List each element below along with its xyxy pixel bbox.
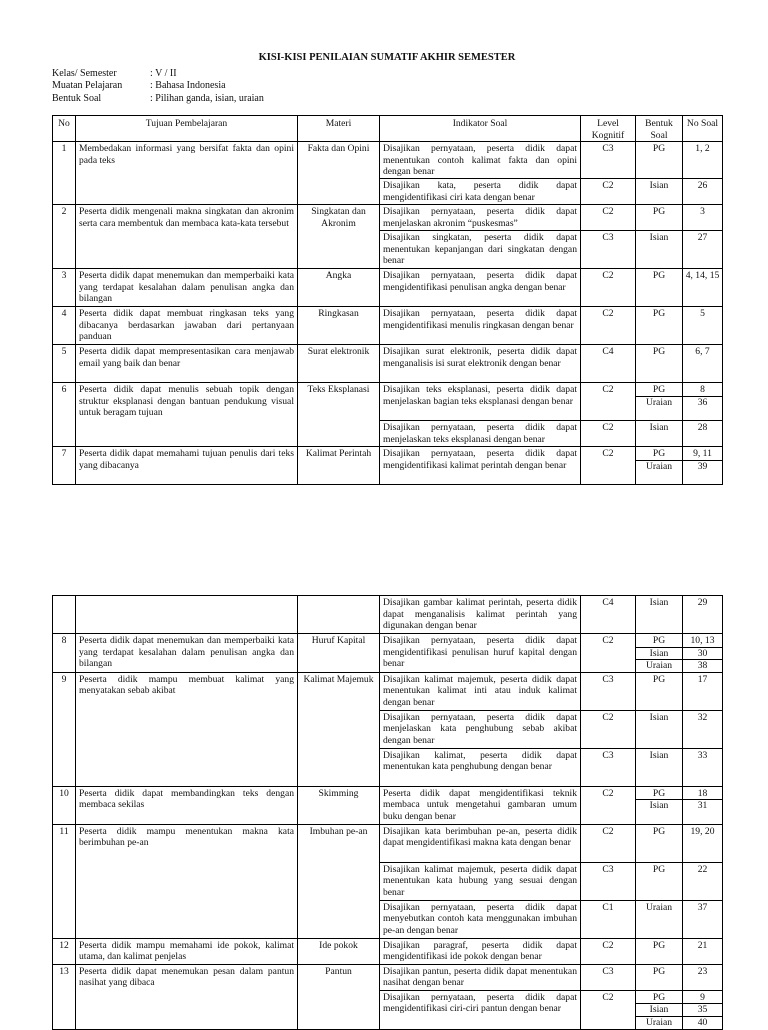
- header-bentuk: Bentuk Soal: [636, 116, 683, 142]
- level-cell: C3: [581, 672, 636, 710]
- nosoal-cell: [683, 672, 723, 710]
- bentuk-cell: [636, 306, 683, 344]
- nosoal-cell-item: 33: [697, 749, 708, 761]
- indikator-cell: Disajikan pernyataan, peserta didik dapat mengidentifikasi kalimat perintah dengan benar: [380, 446, 581, 484]
- bentuk-cell: [636, 786, 683, 824]
- bentuk-cell-item: PG: [652, 787, 666, 799]
- indikator-cell: Disajikan pernyataan, peserta didik dapat menjelaskan teks eksplanasi dengan benar: [380, 420, 581, 446]
- materi-cell: Surat elektronik: [298, 344, 380, 382]
- meta-label: Kelas/ Semester: [52, 68, 117, 79]
- row-number: 4: [53, 306, 76, 344]
- kisi-table-page-1: [52, 115, 723, 485]
- level-cell: C2: [581, 204, 636, 230]
- materi-cell: Imbuhan pe-an: [298, 824, 380, 938]
- table-row: [53, 344, 723, 382]
- nosoal-cell-item: 6, 7: [695, 345, 710, 357]
- nosoal-cell-item: 19, 20: [690, 825, 715, 837]
- bentuk-cell: [636, 938, 683, 964]
- bentuk-cell-item: PG: [652, 635, 666, 646]
- indikator-cell: Disajikan kalimat majemuk, peserta didik dapat menentukan kalimat inti atau induk kalimat dengan benar: [380, 672, 581, 710]
- header-indikator: Indikator Soal: [380, 116, 581, 142]
- bentuk-cell-item: Isian: [649, 749, 669, 761]
- nosoal-cell: [683, 786, 723, 824]
- table-row: [53, 446, 723, 484]
- bentuk-cell-item: Isian: [636, 1003, 682, 1016]
- nosoal-cell-item: 18: [697, 787, 708, 799]
- table-row: [53, 382, 723, 420]
- bentuk-cell-item: PG: [652, 939, 666, 951]
- nosoal-cell: [683, 142, 723, 179]
- nosoal-cell-item: 38: [683, 659, 722, 672]
- tujuan-cell: Peserta didik mampu membuat kalimat yang menyatakan sebab akibat: [76, 672, 298, 786]
- row-number: 8: [53, 634, 76, 673]
- level-cell: C2: [581, 382, 636, 420]
- bentuk-cell: [636, 862, 683, 900]
- bentuk-cell: [636, 268, 683, 306]
- materi-cell: Kalimat Majemuk: [298, 672, 380, 786]
- nosoal-cell-item: 29: [697, 597, 708, 608]
- indikator-cell: Disajikan pantun, peserta didik dapat menentukan nasihat dengan benar: [380, 964, 581, 990]
- nosoal-cell-item: 1, 2: [695, 143, 710, 155]
- bentuk-cell-item: PG: [652, 863, 666, 875]
- bentuk-cell: [636, 230, 683, 268]
- nosoal-cell-item: 22: [697, 863, 708, 875]
- indikator-cell: Disajikan paragraf, peserta didik dapat mengidentifikasi ide pokok dengan benar: [380, 938, 581, 964]
- bentuk-cell-item: PG: [652, 447, 666, 459]
- bentuk-cell-item: Isian: [649, 597, 669, 608]
- nosoal-cell: [683, 824, 723, 862]
- nosoal-cell: [683, 748, 723, 786]
- indikator-cell: Disajikan pernyataan, peserta didik dapat menjelaskan akronim “puskesmas”: [380, 204, 581, 230]
- table-row: [53, 824, 723, 862]
- bentuk-cell-item: Isian: [636, 799, 682, 812]
- indikator-cell: Disajikan pernyataan, peserta didik dapat mengidentifikasi ciri-ciri pantun dengan benar: [380, 990, 581, 1029]
- materi-cell: Huruf Kapital: [298, 634, 380, 673]
- tujuan-cell: Membedakan informasi yang bersifat fakta dan opini pada teks: [76, 142, 298, 205]
- tujuan-cell: Peserta didik dapat menemukan dan memperbaiki kata yang terdapat kesalahan dalam penulisan angka dan bilangan: [76, 268, 298, 306]
- nosoal-cell-item: 8: [700, 383, 705, 395]
- nosoal-cell-item: 5: [700, 307, 705, 319]
- nosoal-cell-item: 10, 13: [690, 635, 715, 646]
- bentuk-cell: [636, 446, 683, 484]
- bentuk-cell: [636, 900, 683, 938]
- table-row: [53, 204, 723, 230]
- level-cell: C2: [581, 178, 636, 204]
- bentuk-cell: [636, 344, 683, 382]
- bentuk-cell: [636, 204, 683, 230]
- bentuk-cell-item: Isian: [649, 421, 669, 433]
- bentuk-cell-item: PG: [652, 205, 666, 217]
- bentuk-cell: [636, 748, 683, 786]
- nosoal-cell: [683, 900, 723, 938]
- row-number: 2: [53, 204, 76, 268]
- indikator-cell: Disajikan gambar kalimat perintah, peserta didik dapat menganalisis kalimat perintah yang digunakan dengan benar: [380, 596, 581, 634]
- nosoal-cell: [683, 596, 723, 634]
- row-number: 3: [53, 268, 76, 306]
- bentuk-cell-item: PG: [652, 143, 666, 155]
- nosoal-cell: [683, 230, 723, 268]
- bentuk-cell: [636, 596, 683, 634]
- table-row: [53, 268, 723, 306]
- nosoal-cell: [683, 964, 723, 990]
- nosoal-cell: [683, 938, 723, 964]
- level-cell: C2: [581, 990, 636, 1029]
- meta-label: Muatan Pelajaran: [52, 80, 123, 92]
- bentuk-cell-item: Uraian: [636, 460, 682, 473]
- level-cell: C3: [581, 964, 636, 990]
- row-number: 9: [53, 672, 76, 786]
- bentuk-cell-item: Uraian: [636, 659, 682, 672]
- bentuk-cell-item: PG: [652, 991, 666, 1003]
- nosoal-cell-item: 21: [697, 939, 708, 951]
- nosoal-cell: [683, 178, 723, 204]
- header-materi: Materi: [298, 116, 380, 142]
- kisi-table-page-2: [52, 595, 723, 1030]
- indikator-cell: Disajikan pernyataan, peserta didik dapat mengidentifikasi penulisan angka dengan benar: [380, 268, 581, 306]
- level-cell: C2: [581, 306, 636, 344]
- nosoal-cell: [683, 268, 723, 306]
- bentuk-cell: [636, 990, 683, 1029]
- nosoal-cell: [683, 420, 723, 446]
- nosoal-cell: [683, 382, 723, 420]
- nosoal-cell-item: 32: [697, 711, 708, 723]
- bentuk-cell: [636, 420, 683, 446]
- row-number: 11: [53, 824, 76, 938]
- indikator-cell: Disajikan pernyataan, peserta didik dapat menentukan contoh kalimat fakta dan opini dengan benar: [380, 142, 581, 179]
- level-cell: C4: [581, 596, 636, 634]
- level-cell: C2: [581, 268, 636, 306]
- bentuk-cell: [636, 178, 683, 204]
- table-row: [53, 596, 723, 634]
- bentuk-cell-item: PG: [652, 673, 666, 685]
- nosoal-cell-item: 35: [683, 1003, 722, 1016]
- nosoal-cell-item: 26: [697, 179, 708, 191]
- materi-cell: [298, 596, 380, 634]
- bentuk-cell-item: Uraian: [636, 1016, 682, 1029]
- row-number: 12: [53, 938, 76, 964]
- bentuk-cell-item: PG: [652, 269, 666, 281]
- indikator-cell: Disajikan kalimat majemuk, peserta didik dapat menentukan kata hubung yang sesuai dengan benar: [380, 862, 581, 900]
- row-number: 5: [53, 344, 76, 382]
- table-row: [53, 964, 723, 990]
- nosoal-cell: [683, 710, 723, 748]
- indikator-cell: Peserta didik dapat mengidentifikasi teknik membaca untuk mengetahui gambaran umum buku dengan benar: [380, 786, 581, 824]
- tujuan-cell: Peserta didik mengenali makna singkatan dan akronim serta cara membentuk dan membaca kata-kata tersebut: [76, 204, 298, 268]
- nosoal-cell-item: 39: [683, 460, 722, 473]
- nosoal-cell: [683, 344, 723, 382]
- meta-value: : V / II: [150, 68, 177, 79]
- bentuk-cell-item: Uraian: [636, 396, 682, 409]
- table-body: [53, 596, 723, 1030]
- meta-label: Bentuk Soal: [52, 92, 102, 104]
- meta-value: : Pilihan ganda, isian, uraian: [150, 92, 264, 104]
- bentuk-cell-item: Isian: [649, 179, 669, 191]
- level-cell: C3: [581, 748, 636, 786]
- meta-bentuk: [52, 93, 722, 105]
- row-number: [53, 596, 76, 634]
- document-title: KISI-KISI PENILAIAN SUMATIF AKHIR SEMESTER: [258, 52, 516, 63]
- header-tujuan: Tujuan Pembelajaran: [76, 116, 298, 142]
- nosoal-cell-item: 28: [697, 421, 708, 433]
- indikator-cell: Disajikan pernyataan, peserta didik dapat menjelaskan kata penghubung sebab akibat dengan benar: [380, 710, 581, 748]
- indikator-cell: Disajikan singkatan, peserta didik dapat menentukan kepanjangan dari singkatan dengan benar: [380, 230, 581, 268]
- level-cell: C2: [581, 446, 636, 484]
- nosoal-cell-item: 40: [683, 1016, 722, 1029]
- meta-muatan: [52, 80, 722, 92]
- meta-kelas: [52, 68, 722, 80]
- bentuk-cell-item: Isian: [636, 647, 682, 660]
- nosoal-cell-item: 17: [697, 673, 708, 685]
- table-body: [53, 142, 723, 485]
- level-cell: C2: [581, 420, 636, 446]
- row-number: 7: [53, 446, 76, 484]
- materi-cell: Skimming: [298, 786, 380, 824]
- level-cell: C3: [581, 142, 636, 179]
- nosoal-cell: [683, 446, 723, 484]
- row-number: 13: [53, 964, 76, 1029]
- materi-cell: Ide pokok: [298, 938, 380, 964]
- indikator-cell: Disajikan kata, peserta didik dapat mengidentifikasi ciri kata dengan benar: [380, 178, 581, 204]
- table-row: [53, 786, 723, 824]
- nosoal-cell-item: 37: [697, 901, 708, 913]
- bentuk-cell: [636, 964, 683, 990]
- level-cell: C2: [581, 786, 636, 824]
- bentuk-cell: [636, 142, 683, 179]
- indikator-cell: Disajikan teks eksplanasi, peserta didik dapat menjelaskan bagian teks eksplanasi dengan benar: [380, 382, 581, 420]
- materi-cell: Singkatan dan Akronim: [298, 204, 380, 268]
- bentuk-cell-item: Isian: [649, 711, 669, 723]
- level-cell: C2: [581, 938, 636, 964]
- tujuan-cell: Peserta didik dapat mempresentasikan cara menjawab email yang baik dan benar: [76, 344, 298, 382]
- document-header: [52, 52, 722, 105]
- materi-cell: Kalimat Perintah: [298, 446, 380, 484]
- nosoal-cell-item: 9: [700, 991, 705, 1003]
- nosoal-cell-item: 36: [683, 396, 722, 409]
- tujuan-cell: Peserta didik mampu memahami ide pokok, kalimat utama, dan kalimat penjelas: [76, 938, 298, 964]
- indikator-cell: Disajikan kata berimbuhan pe-an, peserta didik dapat mengidentifikasi makna kata dengan benar: [380, 824, 581, 862]
- level-cell: C1: [581, 900, 636, 938]
- row-number: 6: [53, 382, 76, 446]
- nosoal-cell-item: 30: [683, 647, 722, 660]
- materi-cell: Ringkasan: [298, 306, 380, 344]
- level-cell: C4: [581, 344, 636, 382]
- nosoal-cell: [683, 862, 723, 900]
- tujuan-cell: Peserta didik mampu menentukan makna kata berimbuhan pe-an: [76, 824, 298, 938]
- nosoal-cell: [683, 990, 723, 1029]
- materi-cell: Pantun: [298, 964, 380, 1029]
- row-number: 1: [53, 142, 76, 205]
- tujuan-cell: Peserta didik dapat menemukan pesan dalam pantun nasihat yang dibaca: [76, 964, 298, 1029]
- bentuk-cell-item: PG: [652, 307, 666, 319]
- nosoal-cell-item: 9, 11: [693, 447, 712, 459]
- tujuan-cell: [76, 596, 298, 634]
- tujuan-cell: Peserta didik dapat menulis sebuah topik dengan struktur eksplanasi dengan bantuan pendukung visual untuk beragam tujuan: [76, 382, 298, 446]
- materi-cell: Fakta dan Opini: [298, 142, 380, 205]
- bentuk-cell-item: PG: [652, 825, 666, 837]
- nosoal-cell-item: 3: [700, 205, 705, 217]
- nosoal-cell-item: 27: [697, 231, 708, 243]
- bentuk-cell: [636, 634, 683, 673]
- nosoal-cell: [683, 204, 723, 230]
- nosoal-cell-item: 23: [697, 965, 708, 977]
- bentuk-cell-item: PG: [652, 383, 666, 395]
- table-header-row: [53, 116, 723, 142]
- table-row: [53, 938, 723, 964]
- table-row: [53, 672, 723, 710]
- bentuk-cell: [636, 824, 683, 862]
- materi-cell: Teks Eksplanasi: [298, 382, 380, 446]
- tujuan-cell: Peserta didik dapat membandingkan teks dengan membaca sekilas: [76, 786, 298, 824]
- indikator-cell: Disajikan kalimat, peserta didik dapat menentukan kata penghubung dengan benar: [380, 748, 581, 786]
- table-row: [53, 306, 723, 344]
- row-number: 10: [53, 786, 76, 824]
- bentuk-cell: [636, 382, 683, 420]
- level-cell: C2: [581, 710, 636, 748]
- tujuan-cell: Peserta didik dapat membuat ringkasan teks yang dibacanya berdasarkan jawaban dari pertanyaan panduan: [76, 306, 298, 344]
- indikator-cell: Disajikan pernyataan, peserta didik dapat menyebutkan contoh kata menggunakan imbuhan pe-an dengan benar: [380, 900, 581, 938]
- nosoal-cell-item: 4, 14, 15: [685, 269, 720, 281]
- bentuk-cell-item: Isian: [649, 231, 669, 243]
- meta-value: : Bahasa Indonesia: [150, 80, 226, 92]
- table-row: [53, 634, 723, 673]
- materi-cell: Angka: [298, 268, 380, 306]
- header-nosoal: No Soal: [683, 116, 723, 142]
- level-cell: C2: [581, 634, 636, 673]
- header-level: Level Kognitif: [581, 116, 636, 142]
- tujuan-cell: Peserta didik dapat memahami tujuan penulis dari teks yang dibacanya: [76, 446, 298, 484]
- tujuan-cell: Peserta didik dapat menemukan dan memperbaiki kata yang terdapat kesalahan dalam penulisan angka dan bilangan: [76, 634, 298, 673]
- header-no: No: [53, 116, 76, 142]
- level-cell: C3: [581, 230, 636, 268]
- nosoal-cell: [683, 634, 723, 673]
- table-row: [53, 142, 723, 179]
- level-cell: C2: [581, 824, 636, 862]
- bentuk-cell-item: PG: [652, 965, 666, 977]
- indikator-cell: Disajikan pernyataan, peserta didik dapat mengidentifikasi penulisan huruf kapital dengan benar: [380, 634, 581, 673]
- bentuk-cell-item: Uraian: [645, 901, 673, 913]
- indikator-cell: Disajikan pernyataan, peserta didik dapat mengidentifikasi menulis ringkasan dengan benar: [380, 306, 581, 344]
- bentuk-cell: [636, 710, 683, 748]
- bentuk-cell-item: PG: [652, 345, 666, 357]
- level-cell: C3: [581, 862, 636, 900]
- indikator-cell: Disajikan surat elektronik, peserta didik dapat menganalisis isi surat elektronik dengan benar: [380, 344, 581, 382]
- nosoal-cell: [683, 306, 723, 344]
- bentuk-cell: [636, 672, 683, 710]
- nosoal-cell-item: 31: [683, 799, 722, 812]
